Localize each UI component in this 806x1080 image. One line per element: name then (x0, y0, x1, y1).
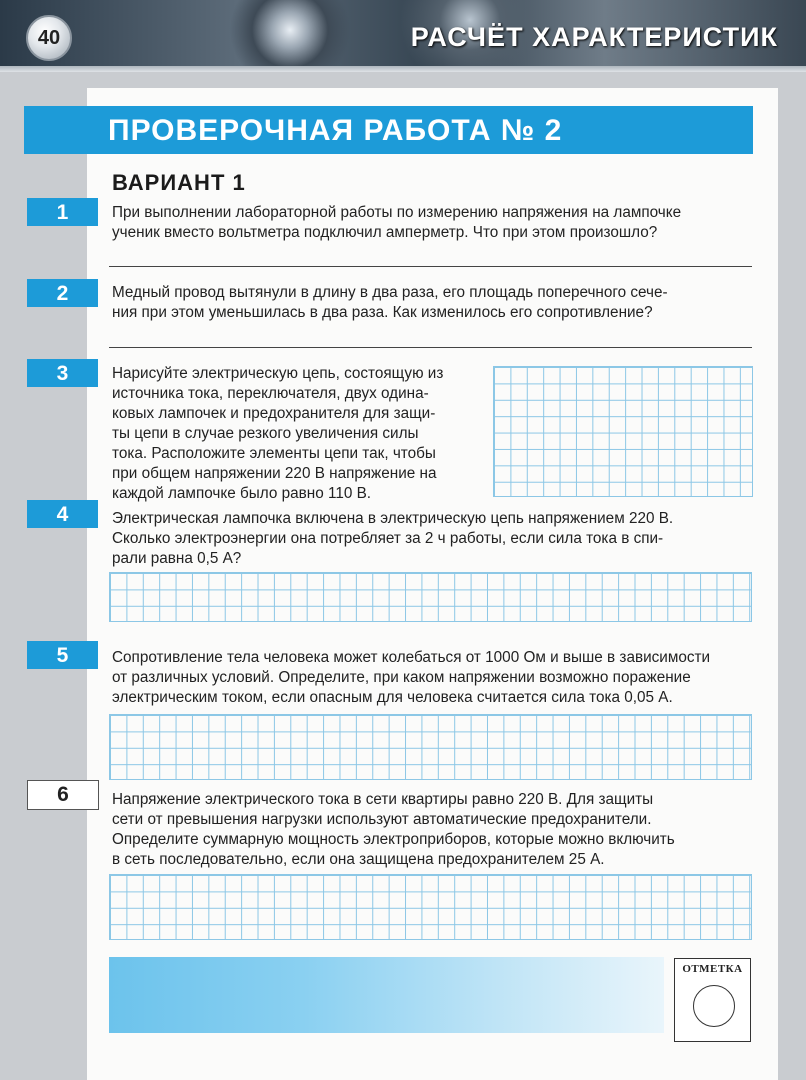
question-3-line: источника тока, переключателя, двух одина- (112, 385, 429, 402)
footer-decorative-bar (109, 957, 664, 1033)
question-number-2: 2 (27, 279, 98, 307)
question-2-line: Медный провод вытянули в длину в два раза, его площадь поперечного сече- (112, 284, 668, 301)
question-4-line: Сколько электроэнергии она потребляет за 2 ч работы, если сила тока в спи- (112, 530, 664, 547)
section-title: РАСЧЁТ ХАРАКТЕРИСТИК (410, 22, 778, 52)
question-number-1: 1 (27, 198, 98, 226)
answer-line-1[interactable] (109, 266, 752, 267)
question-4-line: Электрическая лампочка включена в электрическую цепь напряжением 220 В. (112, 510, 674, 527)
question-number-6: 6 (27, 780, 99, 810)
question-3-line: каждой лампочке было равно 110 В. (112, 485, 372, 502)
question-text-2 (112, 283, 752, 323)
grade-circle[interactable] (693, 985, 735, 1027)
question-text-5 (112, 648, 752, 708)
answer-line-2[interactable] (109, 347, 752, 348)
answer-grid-4[interactable] (109, 572, 752, 622)
question-6-line: сети от превышения нагрузки используют автоматические предохранители. (112, 811, 652, 828)
variant-heading: ВАРИАНТ 1 (112, 170, 246, 195)
answer-grid-5[interactable] (109, 714, 752, 780)
question-3-line: Нарисуйте электрическую цепь, состоящую из (112, 365, 444, 382)
question-number-3: 3 (27, 359, 98, 387)
question-5-line: от различных условий. Определите, при каком напряжении возможно поражение (112, 669, 691, 686)
question-text-3 (112, 364, 472, 504)
question-6-line: в сеть последовательно, если она защищена предохранителем 25 А. (112, 851, 605, 868)
page-number: 40 (26, 15, 72, 61)
question-6-line: Напряжение электрического тока в сети квартиры равно 220 В. Для защиты (112, 791, 654, 808)
question-number-5: 5 (27, 641, 98, 669)
question-text-4 (112, 509, 752, 569)
question-6-line: Определите суммарную мощность электроприборов, которые можно включить (112, 831, 675, 848)
question-1-line: ученик вместо вольтметра подключил амперметр. Что при этом произошло? (112, 224, 658, 241)
answer-grid-6[interactable] (109, 874, 752, 940)
question-4-line: рали равна 0,5 А? (112, 550, 242, 567)
question-3-line: при общем напряжении 220 В напряжение на (112, 465, 437, 482)
question-3-line: тока. Расположите элементы цепи так, чтобы (112, 445, 436, 462)
question-3-line: ты цепи в случае резкого увеличения силы (112, 425, 419, 442)
question-2-line: ния при этом уменьшилась в два раза. Как изменилось его сопротивление? (112, 304, 653, 321)
grade-box[interactable] (674, 958, 751, 1042)
question-5-line: Сопротивление тела человека может колебаться от 1000 Ом и выше в зависимости (112, 649, 711, 666)
question-5-line: электрическим током, если опасным для человека считается сила тока 0,05 А. (112, 689, 673, 706)
header-banner (0, 0, 806, 72)
question-1-line: При выполнении лабораторной работы по измерению напряжения на лампочке (112, 204, 682, 221)
question-text-6 (112, 790, 752, 870)
question-number-4: 4 (27, 500, 98, 528)
question-3-line: ковых лампочек и предохранителя для защи- (112, 405, 436, 422)
question-text-1 (112, 203, 752, 243)
grade-label: ОТМЕТКА (682, 963, 743, 975)
answer-grid-3[interactable] (493, 366, 753, 497)
page-title: ПРОВЕРОЧНАЯ РАБОТА № 2 (24, 106, 753, 154)
